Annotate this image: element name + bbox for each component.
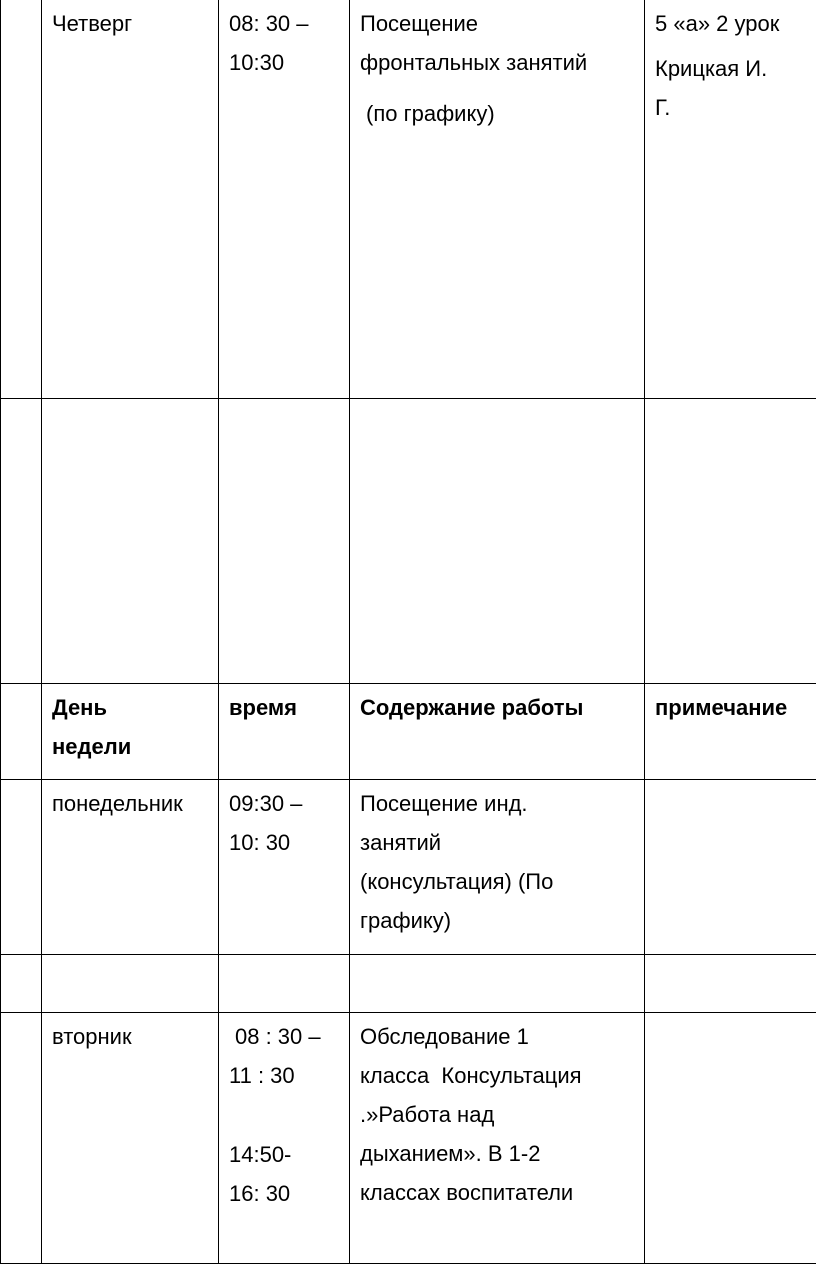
content-line: фронтальных занятий [360,43,634,82]
time-line: 09:30 – [229,784,339,823]
note-cell [645,1013,816,1264]
margin-cell [1,1013,42,1264]
table-row [1,399,816,684]
time-cell [219,399,350,684]
content-line: Посещение инд. [360,784,634,823]
content-line: графику) [360,901,634,940]
margin-cell [1,0,42,399]
time-cell [219,780,350,955]
header-day: День недели [42,684,219,780]
note-cell [645,780,816,955]
content-cell [350,955,645,1013]
table-row [1,955,816,1013]
content-cell [350,780,645,955]
margin-cell [1,955,42,1013]
margin-cell [1,399,42,684]
content-line: Посещение [360,4,634,43]
time-line: 16: 30 [229,1174,339,1213]
day-cell: понедельник [42,780,219,955]
note-cell [645,0,816,399]
content-line: класса Консультация [360,1056,634,1095]
time-line: 08 : 30 – [229,1017,339,1056]
day-cell: вторник [42,1013,219,1264]
note-line: Г. [655,88,807,127]
content-line: (по графику) [360,94,634,133]
content-line: .»Работа над [360,1095,634,1134]
header-time: время [219,684,350,780]
content-cell [350,399,645,684]
day-cell [42,955,219,1013]
time-line: 10: 30 [229,823,339,862]
time-line: 14:50- [229,1135,339,1174]
note-line: 5 «а» 2 урок [655,4,807,43]
content-line: (консультация) (По [360,862,634,901]
content-line: занятий [360,823,634,862]
day-cell [42,399,219,684]
time-cell [219,1013,350,1264]
time-cell [219,0,350,399]
table-row [1,780,816,955]
time-line: 08: 30 – [229,4,339,43]
margin-cell [1,684,42,780]
note-cell [645,399,816,684]
time-line: 11 : 30 [229,1056,339,1095]
note-line: Крицкая И. [655,49,807,88]
header-note: примечание [645,684,816,780]
content-line: классах воспитатели [360,1173,634,1212]
content-cell [350,1013,645,1264]
content-line: дыханием». В 1-2 [360,1134,634,1173]
day-cell: Четверг [42,0,219,399]
header-row [1,684,816,780]
table-row [1,1013,816,1264]
margin-cell [1,780,42,955]
table-row [1,0,816,399]
header-content: Содержание работы [350,684,645,780]
content-line: Обследование 1 [360,1017,634,1056]
content-cell [350,0,645,399]
time-line: 10:30 [229,43,339,82]
time-cell [219,955,350,1013]
note-cell [645,955,816,1013]
